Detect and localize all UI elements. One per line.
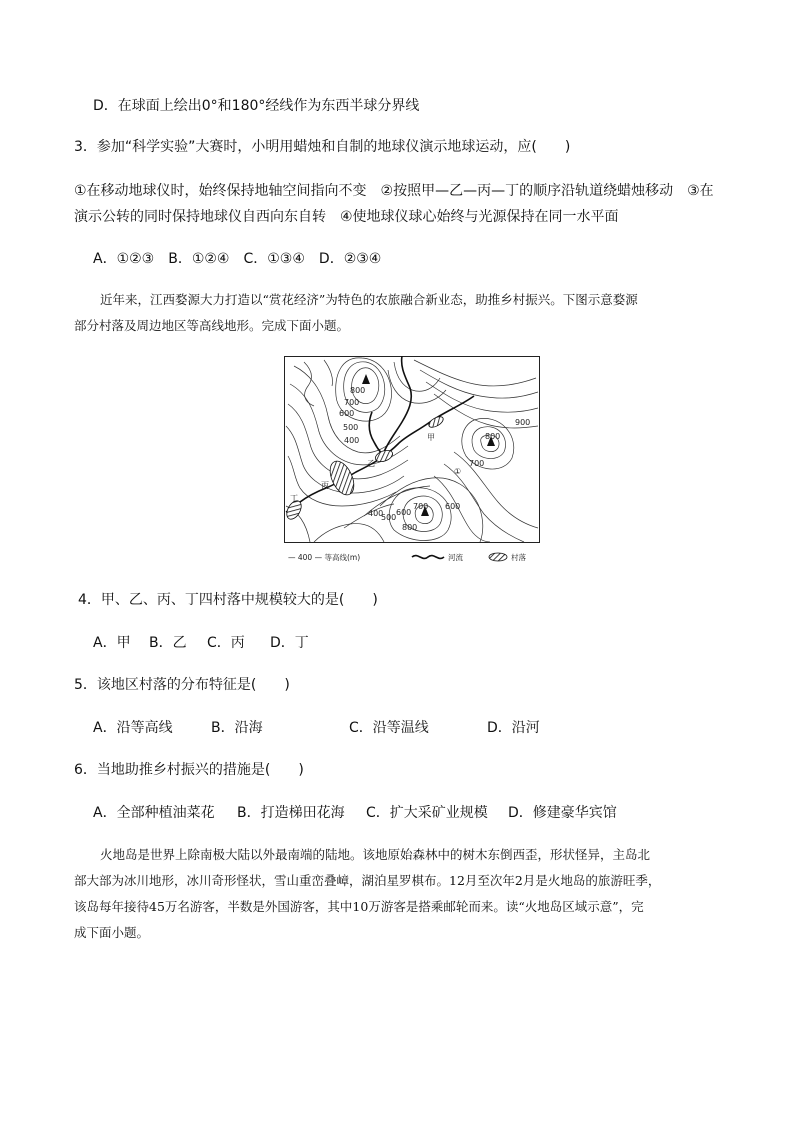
q4-option-d: D．丁 xyxy=(270,635,309,651)
q4-option-b: B．乙 xyxy=(149,635,187,651)
contour-label: 400 xyxy=(344,436,360,445)
q6-stem: 6．当地助推乡村振兴的措施是( ) xyxy=(74,762,304,778)
contour-label: 800 xyxy=(350,386,366,395)
contour-label: 900 xyxy=(515,418,531,427)
q5-option-b: B．沿海 xyxy=(211,720,263,736)
passage2-line1: 火地岛是世界上除南极大陆以外最南端的陆地。该地原始森林中的树木东倒西歪，形状怪异，主岛北 xyxy=(100,847,651,862)
contour-label: 600 xyxy=(339,409,355,418)
contour-map xyxy=(284,356,540,566)
q3-options: A．①②③ B．①②④ C．①③④ D．②③④ xyxy=(93,251,382,267)
contour-label: 700 xyxy=(344,398,360,407)
q6-option-c: C．扩大采矿业规模 xyxy=(366,805,488,821)
legend-river-symbol xyxy=(412,556,444,559)
village-label-yi: 乙 xyxy=(367,459,375,468)
legend-contour: — 400 — 等高线(m) xyxy=(288,553,361,562)
q3-statements-line1: ①在移动地球仪时，始终保持地轴空间指向不变 ②按照甲—乙—丙—丁的顺序沿轨道绕蜡烛移动 ③在 xyxy=(74,183,714,199)
legend-village: 村落 xyxy=(511,553,526,562)
contour-label: 600 xyxy=(445,502,461,511)
contour-label: 800 xyxy=(485,432,501,441)
q2-option-d: D．在球面上绘出0°和180°经线作为东西半球分界线 xyxy=(93,98,420,114)
q6-option-b: B．打造梯田花海 xyxy=(237,805,345,821)
contour-label: 800 xyxy=(402,523,418,532)
contour-label: 700 xyxy=(413,502,429,511)
contour-label: 600 xyxy=(396,508,412,517)
passage1-line1: 近年来，江西婺源大力打造以“赏花经济”为特色的农旅融合新业态，助推乡村振兴。下图示意婺源 xyxy=(100,292,638,307)
contour-label: 500 xyxy=(343,423,359,432)
passage2-line2: 部大部为冰川地形，冰川奇形怪状，雪山重峦叠嶂，湖泊星罗棋布。12月至次年2月是火地岛的旅游旺季， xyxy=(74,873,661,888)
passage1-line2: 部分村落及周边地区等高线地形。完成下面小题。 xyxy=(74,318,350,333)
contour-label: 400 xyxy=(368,509,384,518)
marker-label: ① xyxy=(454,467,462,476)
village-label-jia: 甲 xyxy=(427,433,435,442)
q3-stem: 3．参加“科学实验”大赛时，小明用蜡烛和自制的地球仪演示地球运动，应( ) xyxy=(74,139,571,155)
q4-stem: 4．甲、乙、丙、丁四村落中规模较大的是( ) xyxy=(78,592,378,608)
q6-option-d: D．修建豪华宾馆 xyxy=(508,805,617,821)
q3-statements-line2: 演示公转的同时保持地球仪自西向东自转 ④使地球仪球心始终与光源保持在同一水平面 xyxy=(74,209,619,225)
passage2-line4: 成下面小题。 xyxy=(74,925,150,940)
passage2-line3: 该岛每年接待45万名游客，半数是外国游客，其中10万游客是搭乘邮轮而来。读“火地岛区域示意”，完 xyxy=(74,899,644,914)
legend-river: 河流 xyxy=(448,553,463,562)
q4-option-a: A．甲 xyxy=(93,635,131,651)
map-frame xyxy=(285,357,540,543)
contour-label: 500 xyxy=(381,513,397,522)
q5-option-c: C．沿等温线 xyxy=(349,720,429,736)
village-label-ding: 丁 xyxy=(290,494,298,503)
legend-village-symbol xyxy=(489,553,507,561)
contour-map-figure xyxy=(284,356,540,566)
q5-stem: 5．该地区村落的分布特征是( ) xyxy=(74,677,290,693)
q6-option-a: A．全部种植油菜花 xyxy=(93,805,215,821)
map-legend xyxy=(288,552,526,562)
q4-option-c: C．丙 xyxy=(207,635,245,651)
q5-option-a: A．沿等高线 xyxy=(93,720,173,736)
village-label-bing: 丙 xyxy=(321,481,329,490)
contour-label: 700 xyxy=(469,459,485,468)
q5-option-d: D．沿河 xyxy=(487,720,540,736)
